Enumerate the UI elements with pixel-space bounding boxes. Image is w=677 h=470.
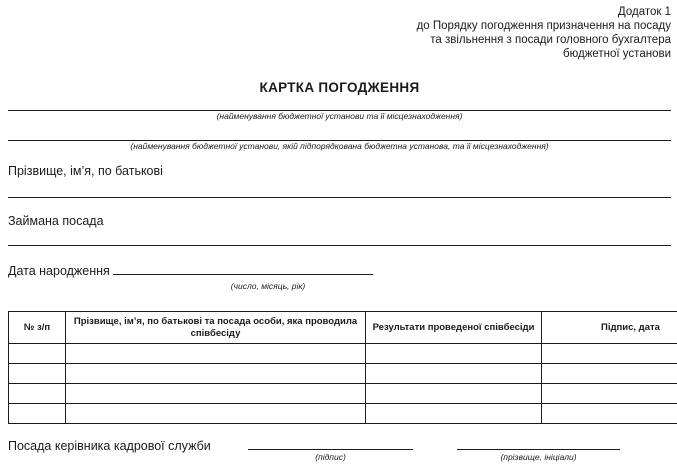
table-cell[interactable] <box>366 344 542 364</box>
column-header-signature: Підпис, дата <box>542 312 677 344</box>
table-row <box>9 344 677 364</box>
footer-signature-section <box>8 437 671 467</box>
table-cell[interactable] <box>66 344 366 364</box>
position-field[interactable] <box>8 229 671 246</box>
signature-field[interactable] <box>248 437 413 450</box>
institution-name-field[interactable] <box>8 95 671 111</box>
table-cell[interactable] <box>9 404 66 424</box>
table-cell[interactable] <box>366 384 542 404</box>
interview-table <box>8 311 677 424</box>
hr-head-position-label: Посада керівника кадрової служби <box>8 439 211 453</box>
full-name-field[interactable] <box>8 179 671 198</box>
table-header-row <box>9 312 677 344</box>
name-initials-caption: (прізвище, ініціали) <box>500 451 577 462</box>
table-cell[interactable] <box>542 384 677 404</box>
parent-institution-field[interactable] <box>8 121 671 141</box>
signature-block <box>248 437 413 462</box>
column-header-results: Результати проведеної співбесіди <box>366 312 542 344</box>
table-cell[interactable] <box>9 344 66 364</box>
table-cell[interactable] <box>66 404 366 424</box>
table-cell[interactable] <box>9 384 66 404</box>
column-header-interviewer: Прізвище, ім’я, по батькові та посада особи, яка проводила співбесіду <box>66 312 366 344</box>
table-cell[interactable] <box>66 364 366 384</box>
table-row <box>9 364 677 384</box>
table-row <box>9 404 677 424</box>
appendix-note-line: до Порядку погодження призначення на посаду <box>416 20 671 32</box>
name-initials-block <box>457 437 620 462</box>
table-cell[interactable] <box>366 364 542 384</box>
full-name-label: Прізвище, ім’я, по батькові <box>8 164 163 178</box>
appendix-note-line: бюджетної установи <box>563 48 671 60</box>
table-cell[interactable] <box>542 364 677 384</box>
table-cell[interactable] <box>542 404 677 424</box>
table-cell[interactable] <box>9 364 66 384</box>
table-cell[interactable] <box>66 384 366 404</box>
interview-table-body <box>9 344 677 424</box>
birth-date-row <box>8 261 671 279</box>
appendix-note <box>8 5 671 61</box>
birth-date-caption: (число, місяць, рік) <box>230 281 306 291</box>
signature-caption: (підпис) <box>315 451 346 462</box>
birth-date-label: Дата народження <box>8 264 110 278</box>
table-cell[interactable] <box>542 344 677 364</box>
birth-date-field[interactable] <box>113 261 373 275</box>
table-cell[interactable] <box>366 404 542 424</box>
appendix-note-line: та звільнення з посади головного бухгалтера <box>430 34 671 46</box>
parent-institution-caption: (найменування бюджетної установи, якій підпорядкована бюджетна установа, та її місцезнаходження) <box>130 141 549 151</box>
name-initials-field[interactable] <box>457 437 620 450</box>
page-title: КАРТКА ПОГОДЖЕННЯ <box>259 80 420 95</box>
position-label: Займана посада <box>8 214 104 228</box>
table-row <box>9 384 677 404</box>
column-header-number: № з/п <box>9 312 66 344</box>
institution-name-caption: (найменування бюджетної установи та її місцезнаходження) <box>216 111 463 121</box>
appendix-note-line: Додаток 1 <box>617 6 671 18</box>
